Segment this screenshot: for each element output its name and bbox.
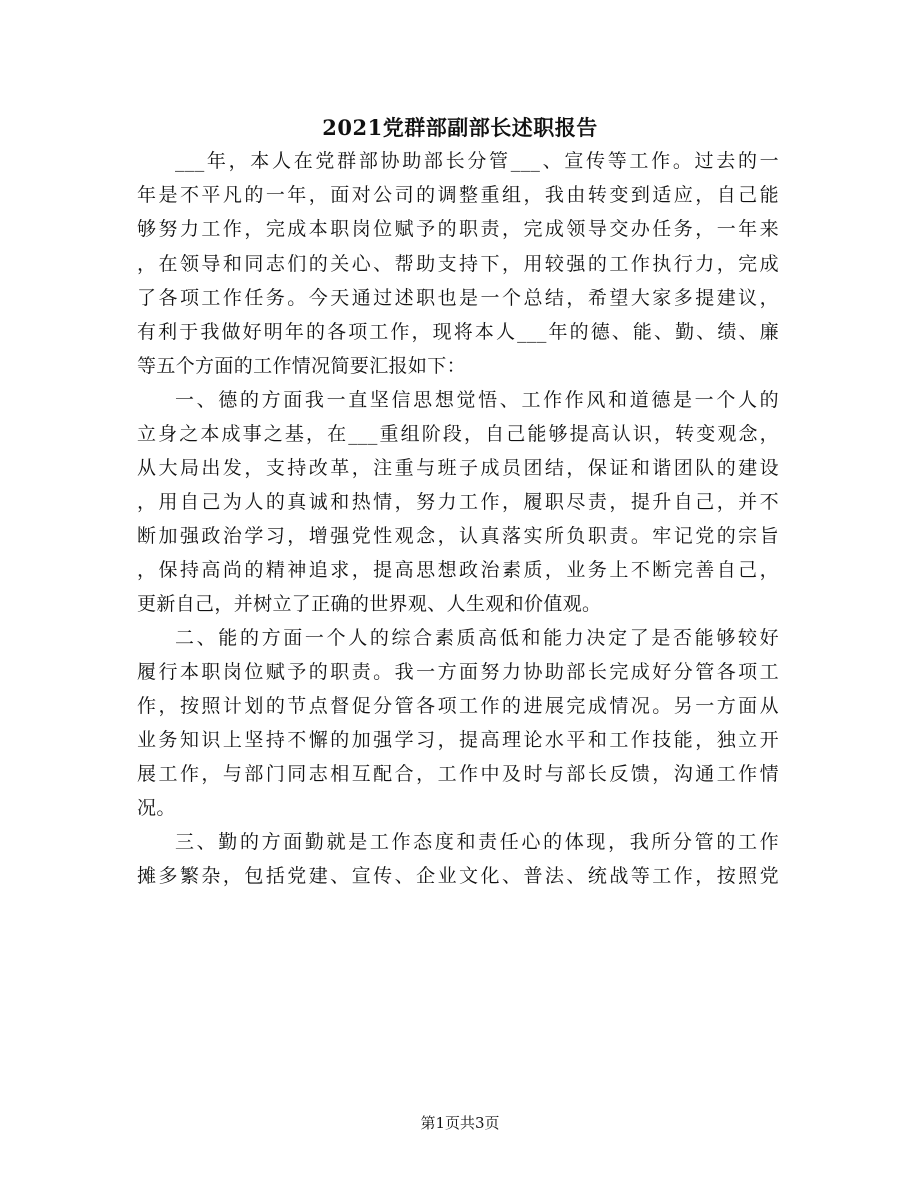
body-line: 有利于我做好明年的各项工作，现将本人___年的德、能、勤、绩、廉 — [137, 321, 779, 343]
body-line: 况。 — [137, 797, 176, 819]
body-line: 履行本职岗位赋予的职责。我一方面努力协助部长完成好分管各项工 — [137, 661, 779, 683]
body-line: ，用自己为人的真诚和热情，努力工作，履职尽责，提升自己，并不 — [137, 491, 779, 513]
page-footer: 第1页共3页 — [420, 1114, 500, 1132]
body-line: 立身之本成事之基，在___重组阶段，自己能够提高认识，转变观念， — [137, 423, 779, 445]
body-line: 断加强政治学习，增强党性观念，认真落实所负职责。牢记党的宗旨 — [137, 525, 779, 547]
body-line: 业务知识上坚持不懈的加强学习，提高理论水平和工作技能，独立开 — [137, 729, 779, 751]
body-line: 了各项工作任务。今天通过述职也是一个总结，希望大家多提建议， — [137, 287, 779, 309]
body-line: 等五个方面的工作情况简要汇报如下： — [137, 355, 466, 377]
body-line: 年是不平凡的一年，面对公司的调整重组，我由转变到适应，自己能 — [137, 184, 779, 206]
body-line: 从大局出发，支持改革，注重与班子成员团结，保证和谐团队的建设 — [137, 457, 779, 479]
body-line: 二、能的方面一个人的综合素质高低和能力决定了是否能够较好 — [175, 627, 779, 649]
body-line: 一、德的方面我一直坚信思想觉悟、工作作风和道德是一个人的 — [175, 389, 779, 411]
body-line: ，保持高尚的精神追求，提高思想政治素质，业务上不断完善自己， — [137, 559, 779, 581]
body-line: 更新自己，并树立了正确的世界观、人生观和价值观。 — [137, 593, 602, 615]
body-line: 摊多繁杂，包括党建、宣传、企业文化、普法、统战等工作，按照党 — [137, 865, 779, 887]
body-line: 作，按照计划的节点督促分管各项工作的进展完成情况。另一方面从 — [137, 695, 779, 717]
body-line: 够努力工作，完成本职岗位赋予的职责，完成领导交办任务，一年来 — [137, 218, 779, 240]
body-line: 展工作，与部门同志相互配合，工作中及时与部长反馈，沟通工作情 — [137, 763, 779, 785]
body-line: ，在领导和同志们的关心、帮助支持下，用较强的工作执行力，完成 — [137, 253, 779, 275]
body-line: 三、勤的方面勤就是工作态度和责任心的体现，我所分管的工作 — [175, 831, 779, 853]
body-line: ___年，本人在党群部协助部长分管___、宣传等工作。过去的一 — [175, 150, 779, 172]
document-title: 2021党群部副部长述职报告 — [322, 115, 598, 140]
